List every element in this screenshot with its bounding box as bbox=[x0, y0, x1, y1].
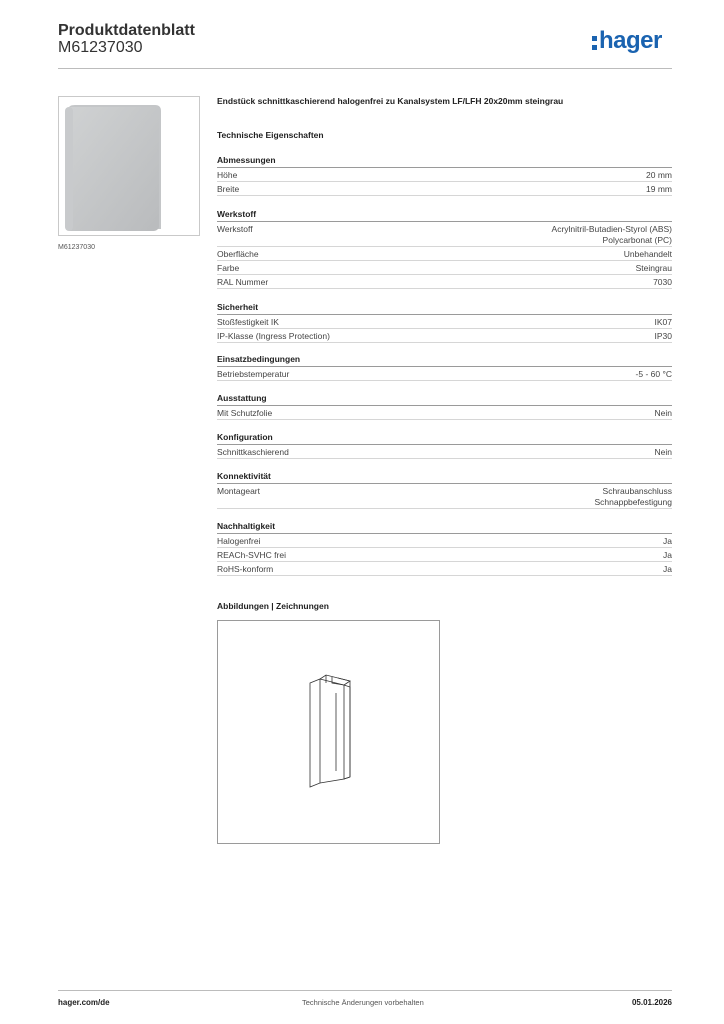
spec-value: Nein bbox=[654, 447, 672, 457]
section-title: Sicherheit bbox=[217, 301, 672, 315]
logo-dots-icon bbox=[592, 36, 597, 50]
spec-label: Oberfläche bbox=[217, 249, 259, 259]
spec-label: Breite bbox=[217, 184, 240, 194]
spec-value: Schraubanschluss bbox=[602, 486, 672, 496]
product-code: M61237030 bbox=[58, 39, 143, 56]
spec-value: Acrylnitril-Butadien-Styrol (ABS) bbox=[551, 224, 672, 234]
spec-label: Werkstoff bbox=[217, 224, 253, 234]
page-title: Produktdatenblatt bbox=[58, 22, 195, 39]
end-cap-photo-icon bbox=[59, 97, 200, 236]
spec-label: Schnittkaschierend bbox=[217, 447, 289, 457]
spec-row bbox=[217, 534, 672, 548]
spec-row bbox=[217, 261, 672, 275]
spec-row bbox=[217, 222, 672, 247]
spec-label: RAL Nummer bbox=[217, 277, 269, 287]
hager-logo bbox=[592, 28, 662, 54]
spec-value: 19 mm bbox=[646, 184, 672, 194]
spec-label: Höhe bbox=[217, 170, 238, 180]
spec-label: Montageart bbox=[217, 486, 260, 496]
spec-row bbox=[217, 367, 672, 381]
spec-value: Polycarbonat (PC) bbox=[602, 235, 672, 245]
footer-disclaimer: Technische Änderungen vorbehalten bbox=[302, 998, 424, 1007]
spec-label: Mit Schutzfolie bbox=[217, 408, 273, 418]
section-title: Abmessungen bbox=[217, 154, 672, 168]
spec-label: Betriebstemperatur bbox=[217, 369, 290, 379]
spec-value: Steingrau bbox=[635, 263, 672, 273]
spec-value: -5 - 60 °C bbox=[635, 369, 672, 379]
section-konfiguration bbox=[217, 431, 672, 459]
footer-divider bbox=[58, 990, 672, 991]
section-werkstoff bbox=[217, 208, 672, 289]
section-title: Konnektivität bbox=[217, 470, 672, 484]
spec-value: IK07 bbox=[654, 317, 672, 327]
spec-value: 7030 bbox=[653, 277, 672, 287]
spec-label: REACh-SVHC frei bbox=[217, 550, 286, 560]
section-title: Werkstoff bbox=[217, 208, 672, 222]
spec-row bbox=[217, 329, 672, 343]
section-title: Nachhaltigkeit bbox=[217, 520, 672, 534]
section-konnektivitaet bbox=[217, 470, 672, 509]
product-image bbox=[58, 96, 200, 236]
spec-label: Farbe bbox=[217, 263, 240, 273]
spec-value: 20 mm bbox=[646, 170, 672, 180]
footer-date: 05.01.2026 bbox=[631, 998, 672, 1007]
spec-row bbox=[217, 562, 672, 576]
figures-title: Abbildungen | Zeichnungen bbox=[217, 601, 329, 611]
spec-label: RoHS-konform bbox=[217, 564, 274, 574]
spec-label: IP-Klasse (Ingress Protection) bbox=[217, 331, 330, 341]
section-nachhaltigkeit bbox=[217, 520, 672, 576]
spec-row bbox=[217, 406, 672, 420]
spec-value: Unbehandelt bbox=[623, 249, 672, 259]
spec-value: Ja bbox=[663, 536, 672, 546]
spec-value: Ja bbox=[663, 550, 672, 560]
tech-heading: Technische Eigenschaften bbox=[217, 130, 324, 140]
spec-label: Halogenfrei bbox=[217, 536, 261, 546]
spec-row bbox=[217, 445, 672, 459]
section-title: Konfiguration bbox=[217, 431, 672, 445]
header-divider bbox=[58, 68, 672, 69]
section-sicherheit bbox=[217, 301, 672, 343]
spec-row bbox=[217, 315, 672, 329]
section-title: Einsatzbedingungen bbox=[217, 353, 672, 367]
section-einsatzbedingungen bbox=[217, 353, 672, 381]
end-cap-drawing-icon bbox=[218, 621, 439, 843]
spec-row bbox=[217, 168, 672, 182]
footer-website: hager.com/de bbox=[58, 998, 110, 1007]
spec-value: Schnappbefestigung bbox=[594, 497, 672, 507]
spec-label: Stoßfestigkeit IK bbox=[217, 317, 279, 327]
product-name: Endstück schnittkaschierend halogenfrei zu Kanalsystem LF/LFH 20x20mm steingrau bbox=[217, 96, 564, 106]
spec-value: Nein bbox=[654, 408, 672, 418]
spec-value: Ja bbox=[663, 564, 672, 574]
spec-row bbox=[217, 484, 672, 509]
spec-row bbox=[217, 548, 672, 562]
spec-value: IP30 bbox=[654, 331, 672, 341]
technical-drawing bbox=[217, 620, 440, 844]
section-abmessungen bbox=[217, 154, 672, 196]
section-title: Ausstattung bbox=[217, 392, 672, 406]
logo-text: hager bbox=[599, 27, 662, 54]
spec-row bbox=[217, 182, 672, 196]
spec-row bbox=[217, 275, 672, 289]
spec-row bbox=[217, 247, 672, 261]
section-ausstattung bbox=[217, 392, 672, 420]
image-caption: M61237030 bbox=[58, 244, 95, 251]
